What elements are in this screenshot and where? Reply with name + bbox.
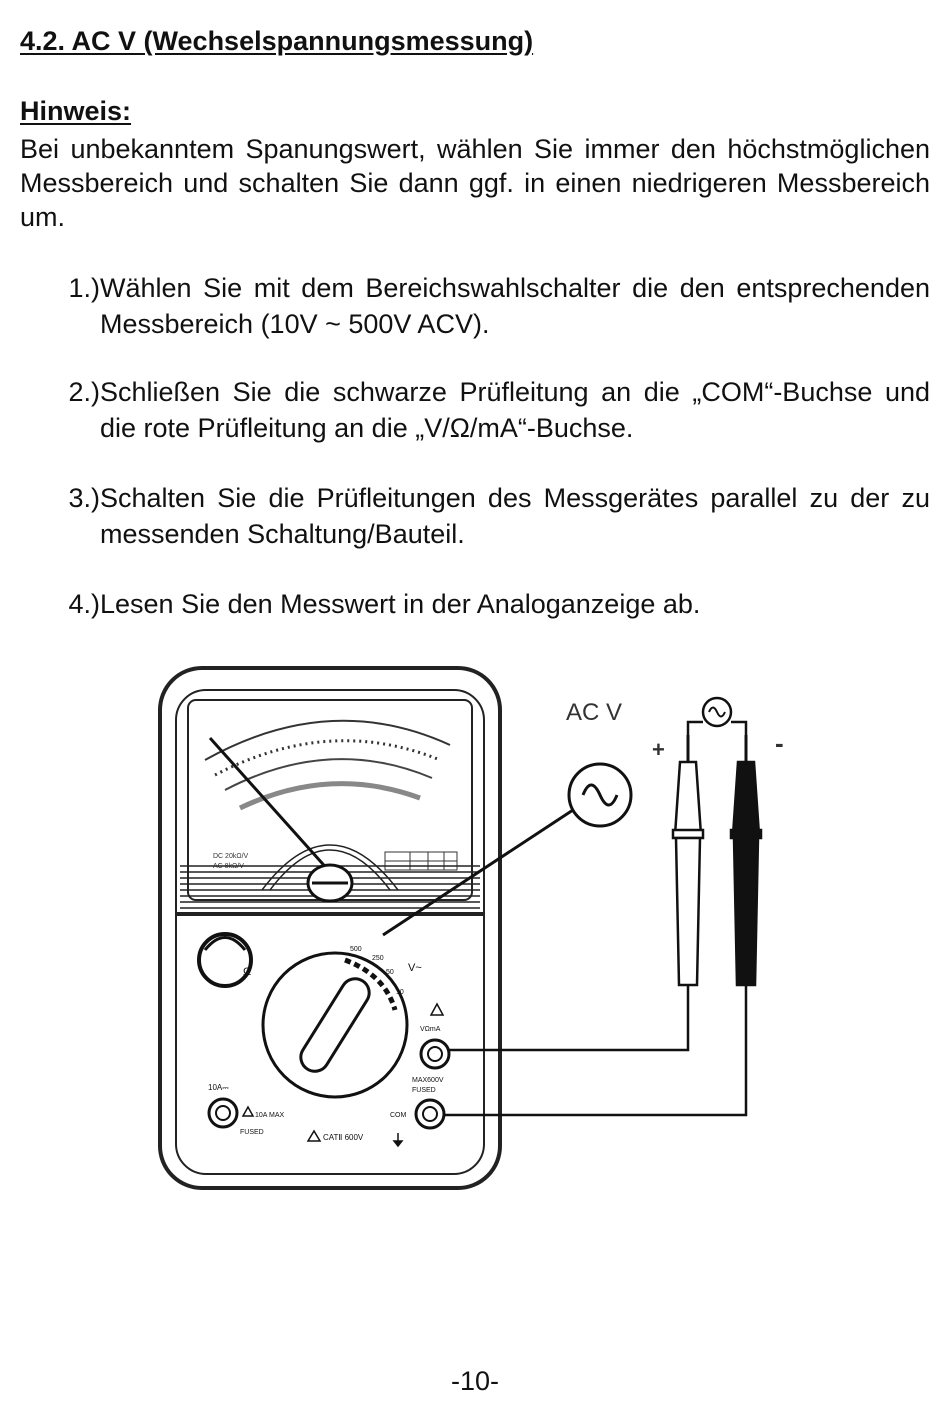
- minus-label: -: [775, 728, 784, 758]
- note-text: Bei unbekanntem Spanungswert, wählen Sie immer den höchstmöglichen Messbereich und schalten Sie dann ggf. in einen niedrigeren Messbereich um.: [20, 134, 930, 232]
- plus-label: +: [652, 737, 665, 762]
- multimeter-diagram: [150, 660, 810, 1220]
- com-label: COM: [390, 1112, 407, 1119]
- circuit-wire-right: [731, 722, 746, 735]
- step-number: 4.): [68, 589, 100, 619]
- mode-label: AC V: [566, 699, 623, 726]
- red-probe-handle[interactable]: [675, 762, 701, 835]
- step-number: 2.): [68, 377, 100, 407]
- step-text: Wählen Sie mit dem Bereichswahlschalter die den entsprechenden Messbereich (10V ~ 500V ACV).: [100, 273, 930, 339]
- cat-rating-label: CATⅡ 600V: [323, 1133, 364, 1142]
- note-heading: Hinweis:: [20, 96, 132, 126]
- section-title: 4.2. AC V (Wechselspannungsmessung): [20, 26, 534, 56]
- tenA-label: 10A⎓: [208, 1083, 229, 1092]
- dial-v-label: V~: [408, 962, 422, 974]
- black-probe-handle[interactable]: [733, 762, 759, 835]
- max-voltage-label: MAX600V: [412, 1077, 444, 1084]
- circuit-wire-left: [688, 722, 703, 735]
- dial-label-250: 250: [372, 955, 384, 962]
- step-text: Schalten Sie die Prüfleitungen des Messgerätes parallel zu der zu messenden Schaltung/Bauteil.: [100, 483, 930, 549]
- step-text: Schließen Sie die schwarze Prüfleitung an die „COM“-Buchse und die rote Prüfleitung an die „V/Ω/mA“-Buchse.: [100, 377, 930, 443]
- fused-label: FUSED: [412, 1087, 436, 1094]
- dc-sensitivity-label: DC 20kΩ/V: [213, 853, 249, 860]
- dial-label-500: 500: [350, 946, 362, 953]
- jack-vmA-label: VΩmA: [420, 1026, 441, 1033]
- step-number: 3.): [68, 483, 100, 513]
- dial-label-50: 50: [386, 969, 394, 976]
- page-number: -10-: [450, 1366, 499, 1396]
- step-text: Lesen Sie den Messwert in der Analoganzeige ab.: [100, 589, 701, 619]
- ac-sensitivity-label: AC 8kΩ/V: [213, 863, 244, 870]
- ohm-adjust-knob[interactable]: [199, 934, 251, 986]
- tenA-fused-label: FUSED: [240, 1129, 264, 1136]
- tenA-max-label: 10A MAX: [255, 1112, 285, 1119]
- dial-label-10: 10: [396, 989, 404, 996]
- step-number: 1.): [68, 273, 100, 303]
- ohm-label: Ω: [243, 966, 252, 978]
